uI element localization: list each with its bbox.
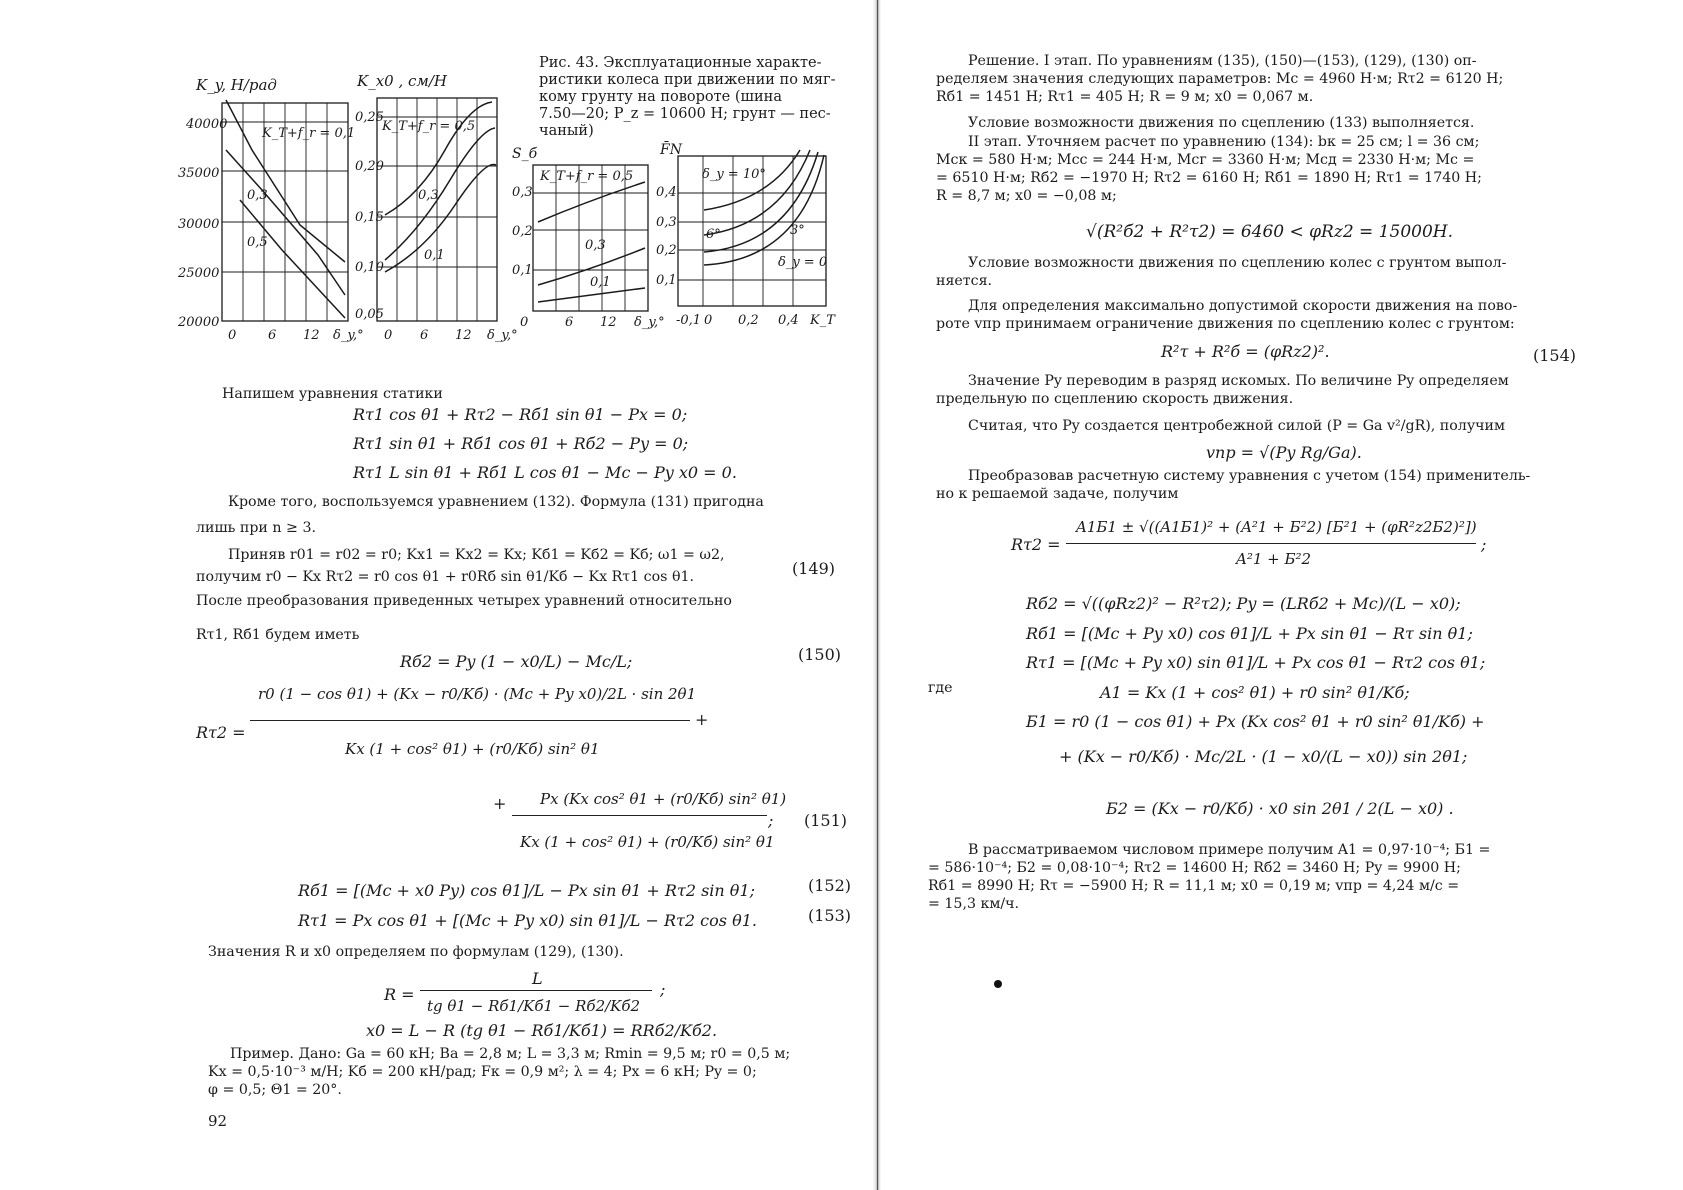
statics-equation-2: Rτ1 sin θ1 + Rб1 cos θ1 + Rб2 − Py = 0; — [353, 434, 689, 453]
figure-caption-line: кому грунту на повороте (шина — [539, 89, 782, 105]
chart-kx0-xtick: 12 — [455, 328, 472, 343]
semicolon: ; — [1481, 535, 1487, 554]
stage2-line: = 6510 Н·м; Rб2 = −1970 Н; Rτ2 = 6160 Н; Rб1 = 1890 Н; Rτ1 = 1740 Н; — [936, 170, 1482, 186]
equation-151-lhs: Rτ2 = — [196, 723, 246, 742]
paragraph-line: После преобразования приведенных четырех уравнений относительно — [196, 593, 732, 609]
chart-kx0-curve-label: 0,3 — [418, 188, 439, 203]
solution-line: Решение. I этап. По уравнениям (135), (150)—(153), (129), (130) оп- — [968, 53, 1477, 69]
paragraph-line: Rτ1, Rб1 будем иметь — [196, 627, 360, 643]
solution-line: Rб1 = 1451 Н; Rτ1 = 405 Н; R = 9 м; x0 = 0,067 м. — [936, 89, 1314, 105]
equation-R-denominator: tg θ1 − Rб1/Kб1 − Rб2/Kб2 — [427, 997, 641, 1015]
equation-rb2: Rб2 = √((φRz2)² − R²τ2); Py = (LRб2 + Mc)/(L − x0); — [1026, 594, 1461, 613]
equation-R-lhs: R = — [384, 985, 415, 1004]
chart-fn-xtick: 0 — [704, 313, 713, 328]
chart-fn-text — [656, 140, 836, 328]
chart-ky-ytick: 40000 — [186, 117, 228, 132]
chart-ky-ylabel: K_y, Н/рад — [196, 76, 277, 94]
equation-151-denominator-2: Kx (1 + cos² θ1) + (r0/Kб) sin² θ1 — [520, 833, 775, 851]
equation-sqrt-check: √(R²б2 + R²τ2) = 6460 < φRz2 = 15000Н. — [1086, 222, 1453, 242]
chart-sb-curve-label: 0,3 — [585, 238, 606, 253]
paragraph-line: Значения R и x0 определяем по формулам (129), (130). — [208, 944, 624, 960]
chart-kx0-curve-03 — [385, 128, 495, 260]
chart-ky-curve-label: 0,3 — [247, 188, 268, 203]
stage2-line: II этап. Уточняем расчет по уравнению (134): bк = 25 см; l = 36 см; — [968, 134, 1480, 150]
equation-number: (150) — [798, 645, 842, 664]
chart-ky-curve-label: 0,5 — [247, 235, 268, 250]
chart-sb-ylabel: S_б — [512, 146, 538, 162]
paragraph-line: Преобразовав расчетную систему уравнения с учетом (154) применитель- — [968, 468, 1531, 484]
chart-sb-ytick: 0,1 — [512, 263, 533, 278]
chart-kx0-xtick: 0 — [384, 328, 393, 343]
chart-kx0-ytick: 0,20 — [355, 159, 384, 174]
equation-number: (153) — [808, 906, 852, 925]
paragraph-line: Условие возможности движения по сцеплению (133) выполняется. — [968, 115, 1475, 131]
equation-154: R²τ + R²б = (φRz2)². — [1161, 342, 1330, 361]
chart-fn-curve-label: 6° — [706, 227, 721, 242]
chart-sb-ytick: 0,2 — [512, 224, 533, 239]
example-line: Kx = 0,5·10⁻³ м/Н; Kб = 200 кН/рад; Fк = 0,9 м²; λ = 4; Px = 6 кН; Py = 0; — [208, 1064, 757, 1080]
statics-equation-1: Rτ1 cos θ1 + Rτ2 − Rб1 sin θ1 − Px = 0; — [353, 405, 688, 424]
equation-vpr: vпр = √(Py Rg/Gа). — [1206, 443, 1362, 462]
chart-sb-curve-label: K_T+f_r = 0,5 — [540, 169, 634, 184]
fraction-bar — [1066, 543, 1476, 544]
figure-43 — [0, 0, 873, 360]
chart-fn-ytick: 0,2 — [656, 243, 677, 258]
chart-kx0-ytick: 0,10 — [355, 260, 384, 275]
paragraph-line: Кроме того, воспользуемся уравнением (132). Формула (131) пригодна — [228, 494, 764, 510]
chart-kx0-ytick: 0,25 — [355, 110, 384, 125]
chart-sb-xtick: 6 — [565, 315, 574, 330]
equation-number: (149) — [792, 559, 836, 578]
paragraph-line: получим r0 − Kx Rτ2 = r0 cos θ1 + r0Rб sin θ1/Kб − Kx Rτ1 cos θ1. — [196, 569, 695, 585]
paragraph-line: Значение Py переводим в разряд искомых. По величине Py определяем — [968, 373, 1509, 389]
figure-caption-line: чаный) — [539, 123, 594, 139]
equation-151-denominator-1: Kx (1 + cos² θ1) + (r0/Kб) sin² θ1 — [345, 740, 600, 758]
paragraph-line: няется. — [936, 273, 993, 289]
ink-spot — [994, 980, 1002, 988]
chart-fn-curve-label: δ_y = 10° — [702, 167, 766, 182]
equation-rb1: Rб1 = [(Mc + Py x0) cos θ1]/L + Px sin θ1 − Rτ sin θ1; — [1026, 624, 1473, 643]
chart-sb-xtick: 12 — [600, 315, 617, 330]
equation-b1-line2: + (Kx − r0/Kб) · Mc/2L · (1 − x0/(L − x0)) sin 2θ1; — [1059, 747, 1468, 766]
right-page — [881, 0, 1683, 1190]
equation-151-numerator-2: Px (Kx cos² θ1 + (r0/Kб) sin² θ1) — [540, 790, 787, 808]
stage2-line: R = 8,7 м; x0 = −0,08 м; — [936, 188, 1117, 204]
equation-151-numerator-1: r0 (1 − cos θ1) + (Kx − r0/Kб) · (Mc + Py x0)/2L · sin 2θ1 — [258, 685, 697, 703]
book-gutter — [873, 0, 881, 1190]
example-line: φ = 0,5; Θ1 = 20°. — [208, 1082, 342, 1098]
chart-ky-ytick: 30000 — [178, 217, 220, 232]
equation-b1-line1: Б1 = r0 (1 − cos θ1) + Px (Kx cos² θ1 + r0 sin² θ1/Kб) + — [1026, 712, 1485, 731]
plus-sign: + — [695, 710, 709, 729]
plus-sign: + — [493, 794, 507, 813]
semicolon: ; — [768, 811, 774, 830]
chart-kx0-ytick: 0,05 — [355, 307, 384, 322]
chart-fn-ytick: 0,4 — [656, 185, 677, 200]
chart-ky-ytick: 35000 — [178, 166, 220, 181]
chart-kx0-ylabel: K_x0 , см/Н — [357, 72, 447, 90]
chart-kx0-xtick: 6 — [420, 328, 429, 343]
chart-kx0-text — [355, 72, 518, 343]
chart-sb-ytick: 0 — [520, 315, 529, 330]
chart-fn-curve-label: 3° — [790, 223, 805, 238]
paragraph-line: Для определения максимально допустимой скорости движения на пово- — [968, 298, 1518, 314]
paragraph-line: роте vпр принимаем ограничение движения по сцеплению колес с грунтом: — [936, 316, 1515, 332]
equation-152: Rб1 = [(Mc + x0 Py) cos θ1]/L − Px sin θ1 + Rτ2 sin θ1; — [298, 881, 756, 900]
figure-caption-line: 7.50—20; P_z = 10600 Н; грунт — пес- — [539, 106, 831, 122]
numeric-result-line: Rб1 = 8990 Н; Rτ = −5900 Н; R = 11,1 м; x0 = 0,19 м; vпр = 4,24 м/с = — [928, 878, 1460, 894]
equation-x0: x0 = L − R (tg θ1 − Rб1/Kб1) = RRб2/Kб2. — [366, 1021, 718, 1040]
page-number: 92 — [208, 1112, 228, 1130]
equation-number: (152) — [808, 876, 852, 895]
paragraph-line: Приняв r01 = r02 = r0; Kx1 = Kx2 = Kx; Kб1 = Kб2 = Kб; ω1 = ω2, — [228, 547, 725, 563]
figure-caption-line: Рис. 43. Эксплуатационные характе- — [539, 55, 822, 71]
semicolon: ; — [660, 980, 666, 999]
paragraph-line: Считая, что Py создается центробежной силой (P = Gа v²/gR), получим — [968, 418, 1506, 434]
equation-rt1: Rτ1 = [(Mc + Py x0) sin θ1]/L + Px cos θ1 − Rτ2 cos θ1; — [1026, 653, 1486, 672]
where-label: где — [928, 680, 953, 696]
chart-fn-xtick: -0,1 — [676, 313, 702, 328]
chart-fn-ytick: 0,1 — [656, 273, 677, 288]
statics-equation-3: Rτ1 L sin θ1 + Rб1 L cos θ1 − Mc − Py x0 = 0. — [353, 463, 737, 482]
chart-ky-curve-label: K_T+f_r = 0,1 — [262, 126, 356, 141]
equation-150: Rб2 = Py (1 − x0/L) − Mc/L; — [400, 652, 633, 671]
chart-kx0-curve-label: 0,1 — [424, 248, 445, 263]
equation-153: Rτ1 = Px cos θ1 + [(Mc + Py x0) sin θ1]/L − Rτ2 cos θ1. — [298, 911, 757, 930]
equation-rt2-denominator: A²1 + Б²2 — [1236, 550, 1312, 568]
stage2-line: Mск = 580 Н·м; Mсс = 244 Н·м, Mсг = 3360 Н·м; Mсд = 2330 Н·м; Mс = — [936, 152, 1475, 168]
chart-ky-xtick: 12 — [303, 328, 320, 343]
chart-kx0-xlabel: δ_y,° — [487, 328, 518, 343]
figure-caption-line: ристики колеса при движении по мяг- — [539, 72, 836, 88]
solution-line: ределяем значения следующих параметров: Mc = 4960 Н·м; Rτ2 = 6120 Н; — [936, 71, 1504, 87]
statics-intro: Напишем уравнения статики — [222, 386, 443, 402]
equation-a1: A1 = Kx (1 + cos² θ1) + r0 sin² θ1/Kб; — [1100, 683, 1410, 702]
chart-fn-xtick: 0,4 — [778, 313, 799, 328]
chart-ky-xtick: 6 — [268, 328, 277, 343]
chart-sb-text — [512, 146, 665, 330]
chart-sb-ytick: 0,3 — [512, 185, 533, 200]
fraction-bar — [250, 720, 690, 721]
paragraph-line: предельную по сцеплению скорость движения. — [936, 391, 1294, 407]
numeric-result-line: = 586·10⁻⁴; Б2 = 0,08·10⁻⁴; Rτ2 = 14600 Н; Rб2 = 3460 Н; Py = 9900 Н; — [928, 860, 1461, 876]
chart-kx0-curve-label: K_T+f_r = 0,5 — [382, 119, 476, 134]
fraction-bar — [420, 990, 652, 991]
equation-rt2-numerator: A1Б1 ± √((A1Б1)² + (A²1 + Б²2) [Б²1 + (φR²z2Б2)²]) — [1076, 518, 1477, 536]
chart-fn-xlabel: K_T — [810, 313, 835, 328]
chart-fn-xtick: 0,2 — [738, 313, 759, 328]
fraction-bar — [512, 815, 767, 816]
paragraph-line: лишь при n ≥ 3. — [196, 520, 316, 536]
chart-ky-xlabel: δ_y,° — [333, 328, 364, 343]
equation-R-numerator: L — [532, 969, 543, 988]
chart-sb-xlabel: δ_y,° — [634, 315, 665, 330]
numeric-result-line: В рассматриваемом числовом примере получим A1 = 0,97·10⁻⁴; Б1 = — [968, 842, 1491, 858]
equation-rt2-lhs: Rτ2 = — [1011, 535, 1061, 554]
chart-sb-curve-label: 0,1 — [590, 275, 611, 290]
equation-number: (154) — [1533, 346, 1577, 365]
chart-ky-ytick: 25000 — [178, 266, 220, 281]
chart-ky-curve-05 — [240, 200, 345, 318]
chart-fn-curve-label: δ_y = 0 — [778, 255, 828, 270]
chart-fn-ylabel: F̄N — [660, 142, 682, 158]
example-line: Пример. Дано: Gа = 60 кН; Bа = 2,8 м; L = 3,3 м; Rmin = 9,5 м; r0 = 0,5 м; — [230, 1046, 791, 1062]
chart-kx0-ytick: 0,15 — [355, 210, 384, 225]
paragraph-line: Условие возможности движения по сцеплению колес с грунтом выпол- — [968, 255, 1507, 271]
chart-sb-curve-01 — [538, 288, 645, 302]
equation-b2: Б2 = (Kx − r0/Kб) · x0 sin 2θ1 / 2(L − x0) . — [1106, 799, 1454, 818]
equation-number: (151) — [804, 811, 848, 830]
chart-ky-xtick: 0 — [228, 328, 237, 343]
numeric-result-line: = 15,3 км/ч. — [928, 896, 1020, 912]
chart-ky-text — [177, 76, 364, 343]
chart-sb-curve-05 — [538, 182, 645, 222]
chart-fn-ytick: 0,3 — [656, 215, 677, 230]
paragraph-line: но к решаемой задаче, получим — [936, 486, 1179, 502]
chart-ky-ytick: 20000 — [178, 315, 220, 330]
